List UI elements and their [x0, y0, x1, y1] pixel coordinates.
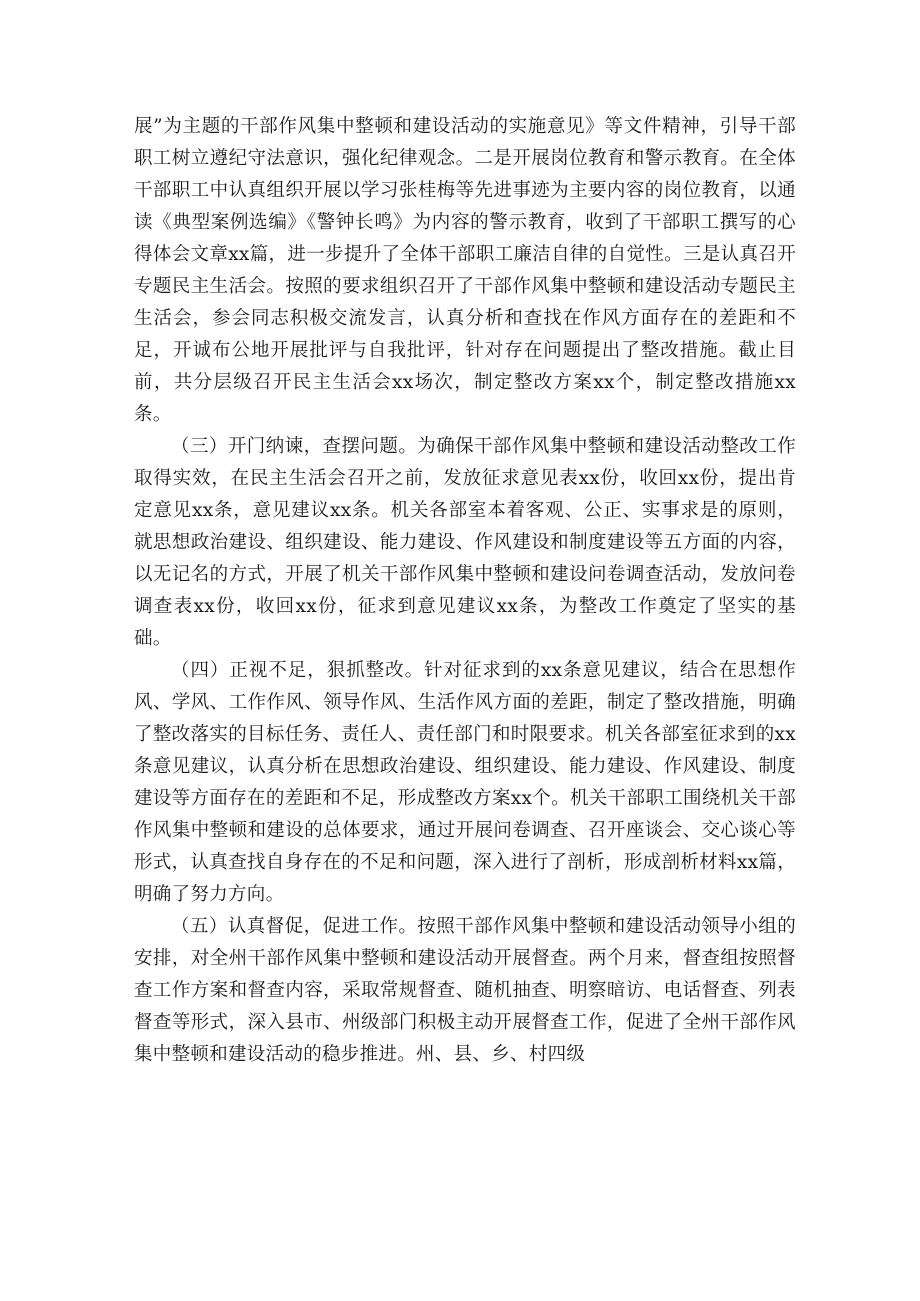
paragraph-section-5: （五）认真督促，促进工作。按照干部作风集中整顿和建设活动领导小组的安排，对全州干部作风集中整顿和建设活动开展督查。两个月来，督查组按照督查工作方案和督查内容，采取常规督查、随机抽查、明察暗访、电话督查、列表督查等形式，深入县市、州级部门积极主动开展督查工作，促进了全州干部作风集中整顿和建设活动的稳步推进。州、县、乡、村四级	[134, 916, 796, 1065]
paragraph-section-3: （三）开门纳谏，查摆问题。为确保干部作风集中整顿和建设活动整改工作取得实效，在民主生活会召开之前，发放征求意见表xx份，收回xx份，提出肯定意见xx条，意见建议xx条。机关各部室本着客观、公正、实事求是的原则，就思想政治建设、组织建设、能力建设、作风建设和制度建设等五方面的内容，以无记名的方式，开展了机关干部作风集中整顿和建设问卷调查活动，发放问卷调查表xx份，收回xx份，征求到意见建议xx条，为整改工作奠定了坚实的基础。	[134, 436, 796, 649]
paragraph-1-continuation: 展”为主题的干部作风集中整顿和建设活动的实施意见》等文件精神，引导干部职工树立遵纪守法意识，强化纪律观念。二是开展岗位教育和警示教育。在全体干部职工中认真组织开展以学习张桂梅等先进事迹为主要内容的岗位教育，以通读《典型案例选编》《警钟长鸣》为内容的警示教育，收到了干部职工撰写的心得体会文章xx篇，进一步提升了全体干部职工廉洁自律的自觉性。三是认真召开专题民主生活会。按照的要求组织召开了干部作风集中整顿和建设活动专题民主生活会，参会同志积极交流发言，认真分析和查找在作风方面存在的差距和不足，开诚布公地开展批评与自我批评，针对存在问题提出了整改措施。截止目前，共分层级召开民主生活会xx场次，制定整改方案xx个，制定整改措施xx条。	[134, 116, 796, 425]
paragraph-section-4: （四）正视不足，狠抓整改。针对征求到的xx条意见建议，结合在思想作风、学风、工作作风、领导作风、生活作风方面的差距，制定了整改措施，明确了整改落实的目标任务、责任人、责任部门和时限要求。机关各部室征求到的xx条意见建议，认真分析在思想政治建设、组织建设、能力建设、作风建设、制度建设等方面存在的差距和不足，形成整改方案xx个。机关干部职工围绕机关干部作风集中整顿和建设的总体要求，通过开展问卷调查、召开座谈会、交心谈心等形式，认真查找自身存在的不足和问题，深入进行了剖析，形成剖析材料xx篇，明确了努力方向。	[134, 660, 796, 905]
document-body	[134, 111, 796, 1071]
